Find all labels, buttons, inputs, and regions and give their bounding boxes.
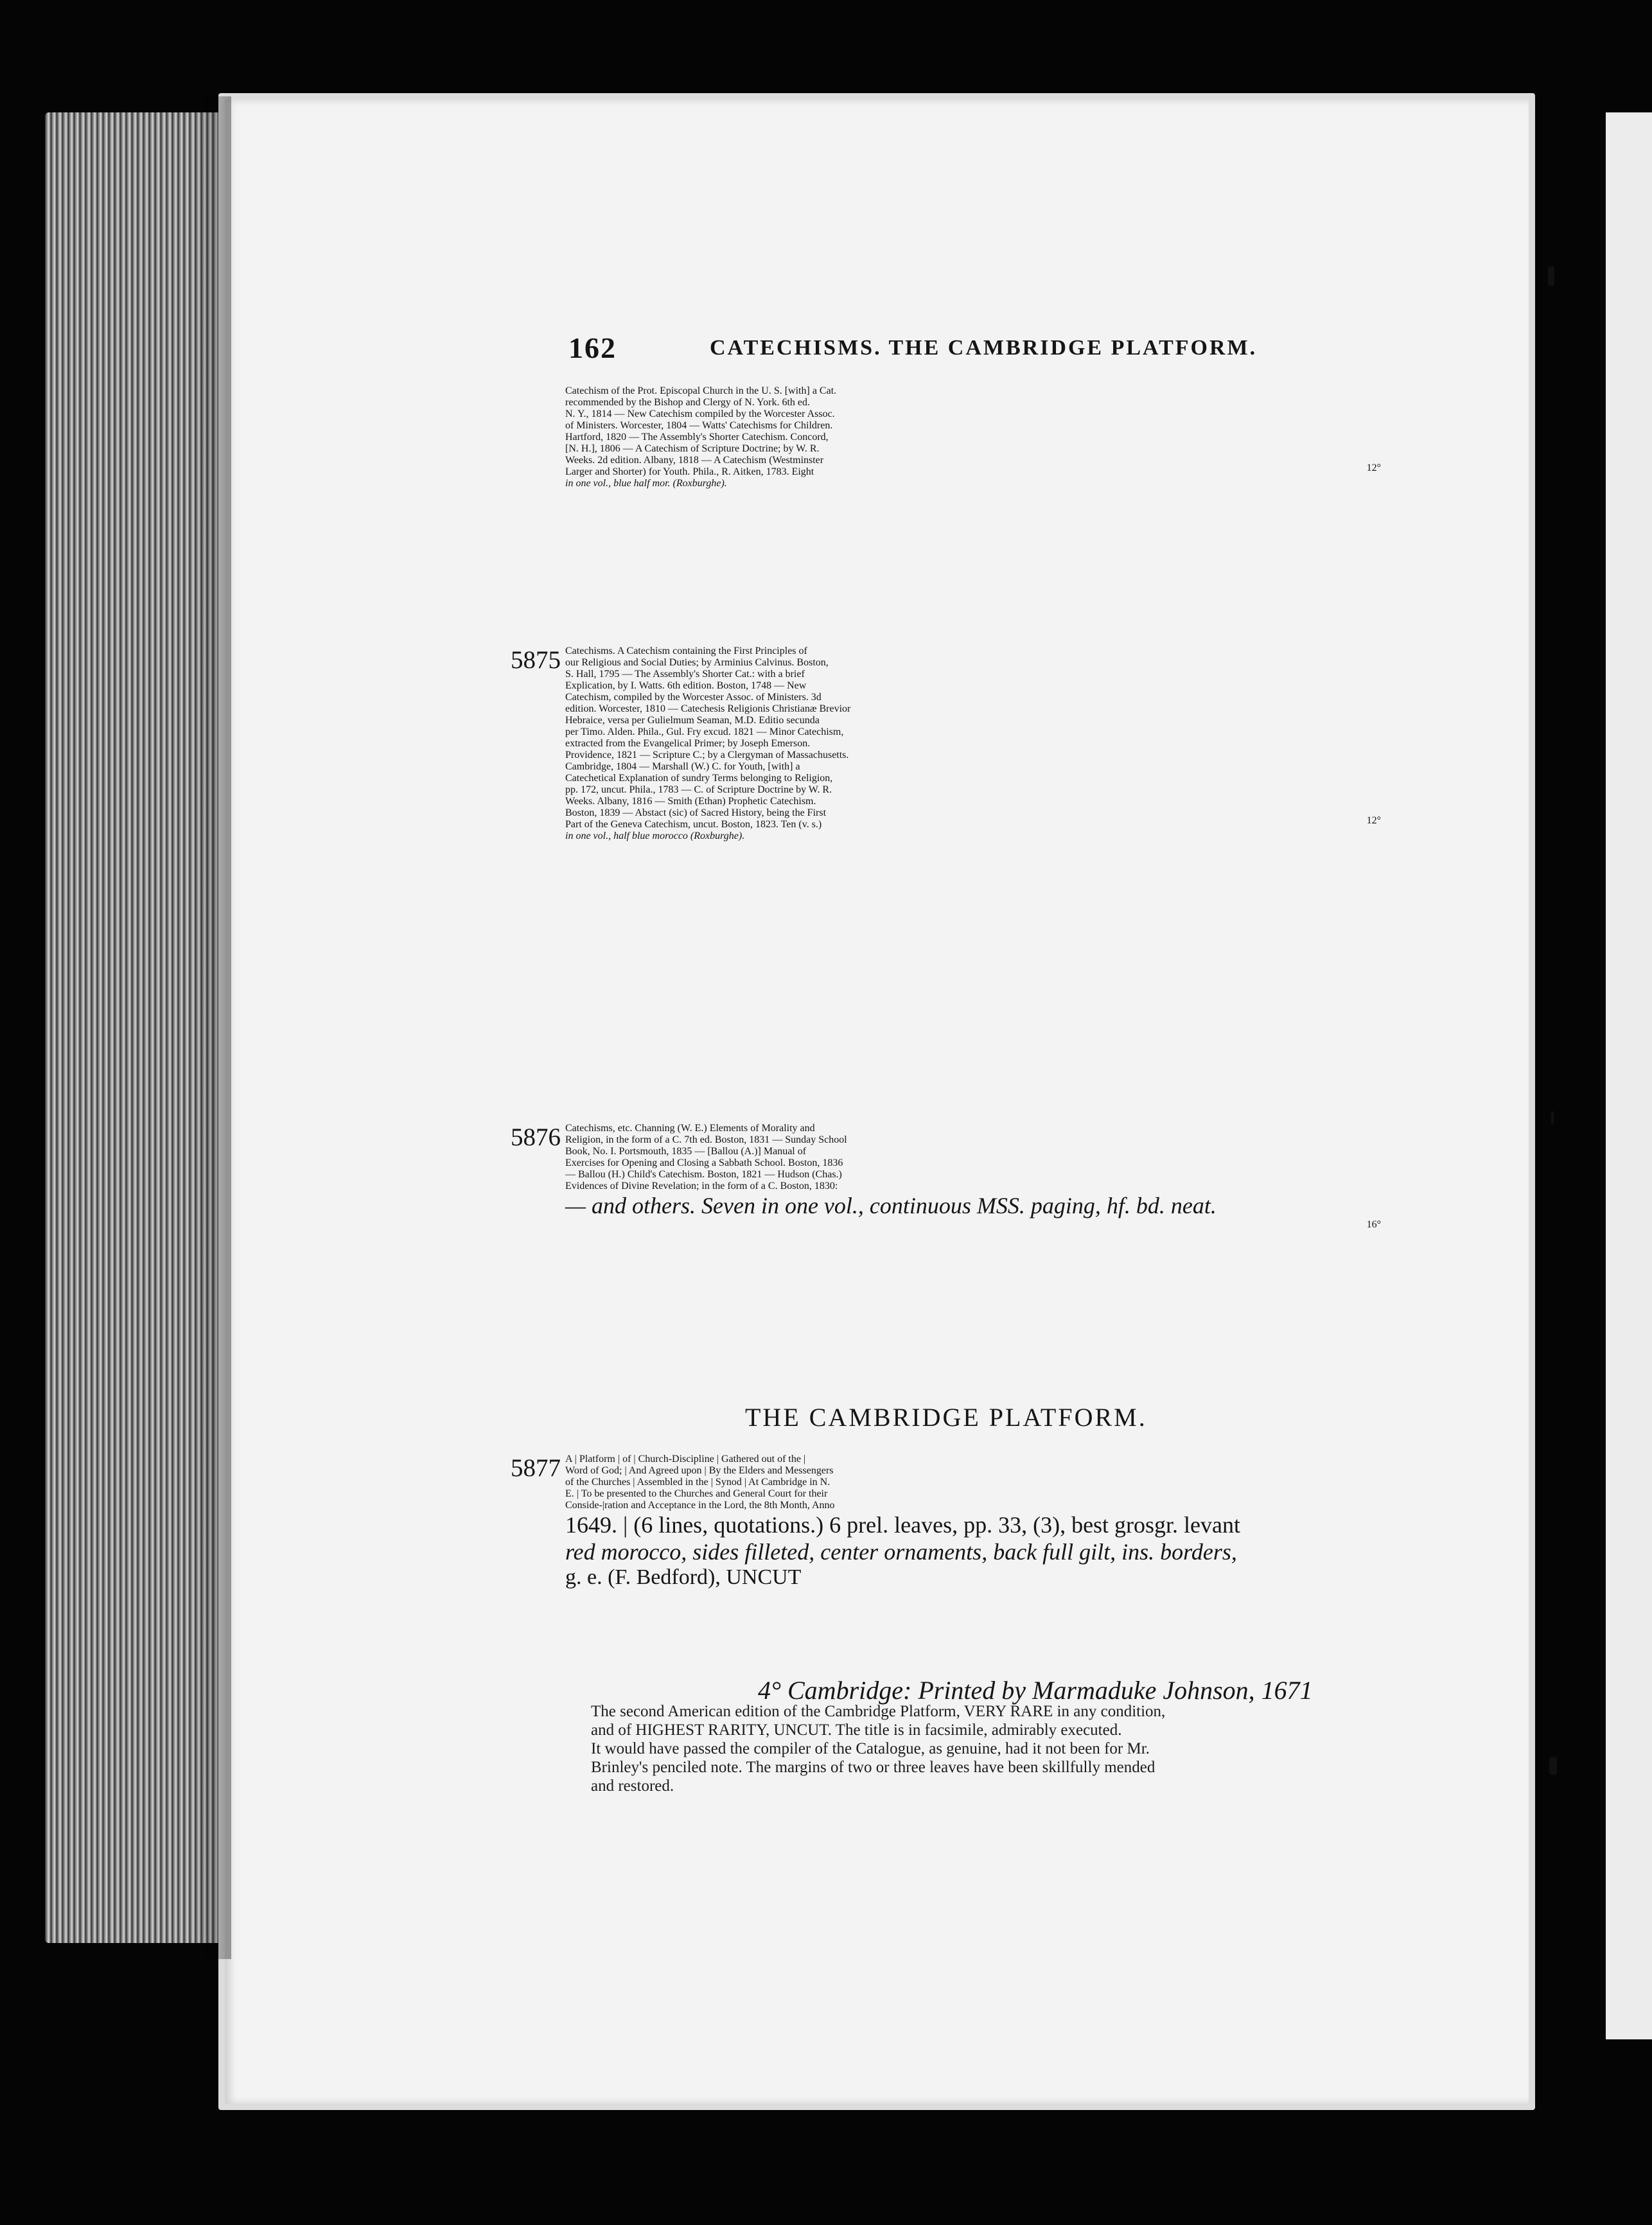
lot-number: 5875 <box>511 646 561 674</box>
entry-line: Larger and Shorter) for Youth. Phila., R. Aitken, 1783. Eight <box>565 466 814 477</box>
entry-line: Catechetical Explanation of sundry Terms belonging to Religion, <box>565 773 833 784</box>
entry-line: Catechism, compiled by the Worcester Assoc. of Ministers. 3d <box>565 692 822 703</box>
entry-line: pp. 172, uncut. Phila., 1783 — C. of Scripture Doctrine by W. R. <box>565 784 832 795</box>
entry-line: A | Platform | of | Church-Discipline | Gathered out of the | <box>565 1454 806 1464</box>
entry-line: recommended by the Bishop and Clergy of N. York. 6th ed. <box>565 397 810 408</box>
ink-speck <box>1549 1757 1557 1775</box>
format-size: 16° <box>1366 1219 1381 1230</box>
entry-line: Weeks. Albany, 1816 — Smith (Ethan) Prophetic Catechism. <box>565 796 816 807</box>
note-line: The second American edition of the Cambridge Platform, VERY RARE in any condition, <box>591 1703 1166 1720</box>
note-line: Brinley's penciled note. The margins of two or three leaves have been skillfully mended <box>591 1759 1156 1776</box>
entry-line: Hartford, 1820 — The Assembly's Shorter Catechism. Concord, <box>565 432 829 443</box>
entry-line: Boston, 1839 — Abstact (sic) of Sacred History, being the First <box>565 807 827 818</box>
entry-line: Catechisms, etc. Channing (W. E.) Elements of Morality and <box>565 1123 815 1134</box>
catalogue-entry <box>511 1454 1381 1590</box>
entry-line: in one vol., half blue morocco (Roxburghe). <box>565 831 745 841</box>
lot-number: 5877 <box>511 1454 561 1482</box>
entry-line: [N. H.], 1806 — A Catechism of Scripture Doctrine; by W. R. <box>565 443 820 454</box>
entry-line: — and others. Seven in one vol., continuous MSS. paging, hf. bd. neat. <box>565 1193 1217 1218</box>
entry-line: Weeks. 2d edition. Albany, 1818 — A Catechism (Westminster <box>565 455 824 466</box>
entry-line: edition. Worcester, 1810 — Catechesis Religionis Christianæ Brevior <box>565 703 851 714</box>
ink-speck <box>1548 267 1554 286</box>
entry-line: Evidences of Divine Revelation; in the form of a C. Boston, 1830: <box>565 1181 838 1192</box>
entry-line: Religion, in the form of a C. 7th ed. Boston, 1831 — Sunday School <box>565 1134 847 1145</box>
entry-line: Explication, by I. Watts. 6th edition. Boston, 1748 — New <box>565 680 807 691</box>
entry-line: Providence, 1821 — Scripture C.; by a Clergyman of Massachusetts. <box>565 750 849 761</box>
format-size: 12° <box>1366 815 1381 826</box>
entry-line: N. Y., 1814 — New Catechism compiled by the Worcester Assoc. <box>565 409 835 419</box>
ink-speck <box>1551 1111 1554 1124</box>
format-size: 12° <box>1366 462 1381 473</box>
facing-page-edge <box>1606 112 1652 2039</box>
entry-line: of the Churches | Assembled in the | Synod | At Cambridge in N. <box>565 1477 830 1488</box>
running-head-title: CATECHISMS. THE CAMBRIDGE PLATFORM. <box>710 336 1258 360</box>
entry-line: S. Hall, 1795 — The Assembly's Shorter Cat.: with a brief <box>565 669 805 680</box>
entry-line: g. e. (F. Bedford), UNCUT <box>565 1565 802 1589</box>
entry-line: Cambridge, 1804 — Marshall (W.) C. for Youth, [with] a <box>565 761 800 772</box>
entry-line: of Ministers. Worcester, 1804 — Watts' Catechisms for Children. <box>565 420 833 431</box>
entry-line: in one vol., blue half mor. (Roxburghe). <box>565 478 727 489</box>
entry-line: Conside-|ration and Acceptance in the Lord, the 8th Month, Anno <box>565 1500 835 1511</box>
entry-line: Catechisms. A Catechism containing the First Principles of <box>565 646 807 656</box>
entry-line: extracted from the Evangelical Primer; by Joseph Emerson. <box>565 738 811 749</box>
catalogue-entry-continued <box>565 385 1381 489</box>
catalogue-entry <box>511 1123 1381 1231</box>
section-heading: THE CAMBRIDGE PLATFORM. <box>745 1403 1147 1432</box>
lot-note <box>591 1702 1368 1795</box>
entry-text <box>565 1123 1381 1219</box>
entry-line: Hebraice, versa per Gulielmum Seaman, M.D. Editio secunda <box>565 715 820 726</box>
page-number: 162 <box>568 331 617 364</box>
entry-line: our Religious and Social Duties; by Arminius Calvinus. Boston, <box>565 657 829 668</box>
entry-line: red morocco, sides filleted, center ornaments, back full gilt, ins. borders, <box>565 1539 1237 1565</box>
entry-line: E. | To be presented to the Churches and General Court for their <box>565 1488 828 1499</box>
entry-line: per Timo. Alden. Phila., Gul. Fry excud. 1821 — Minor Catechism, <box>565 726 844 737</box>
note-line: and restored. <box>591 1777 674 1795</box>
imprint-line: 4° Cambridge: Printed by Marmaduke Johnson, 1671 <box>758 1676 1313 1705</box>
running-head <box>568 331 1403 369</box>
gutter-shadow <box>193 96 231 1959</box>
entry-line: Book, No. I. Portsmouth, 1835 — [Ballou (A.)] Manual of <box>565 1146 807 1157</box>
catalogue-entry <box>511 646 1381 841</box>
entry-line: Part of the Geneva Catechism, uncut. Boston, 1823. Ten (v. s.) <box>565 819 822 830</box>
lot-number: 5876 <box>511 1123 561 1151</box>
entry-line: 1649. | (6 lines, quotations.) 6 prel. leaves, pp. 33, (3), best grosgr. levant <box>565 1512 1241 1538</box>
entry-text <box>565 1454 1381 1590</box>
note-line: and of HIGHEST RARITY, UNCUT. The title is in facsimile, admirably executed. <box>591 1721 1122 1739</box>
entry-text <box>565 646 1381 842</box>
entry-line: Exercises for Opening and Closing a Sabbath School. Boston, 1836 <box>565 1157 843 1168</box>
note-line: It would have passed the compiler of the Catalogue, as genuine, had it not been for Mr. <box>591 1740 1150 1757</box>
entry-line: Catechism of the Prot. Episcopal Church in the U. S. [with] a Cat. <box>565 385 837 396</box>
entry-line: — Ballou (H.) Child's Catechism. Boston, 1821 — Hudson (Chas.) <box>565 1169 842 1180</box>
entry-line: Word of God; | And Agreed upon | By the Elders and Messengers <box>565 1465 834 1476</box>
